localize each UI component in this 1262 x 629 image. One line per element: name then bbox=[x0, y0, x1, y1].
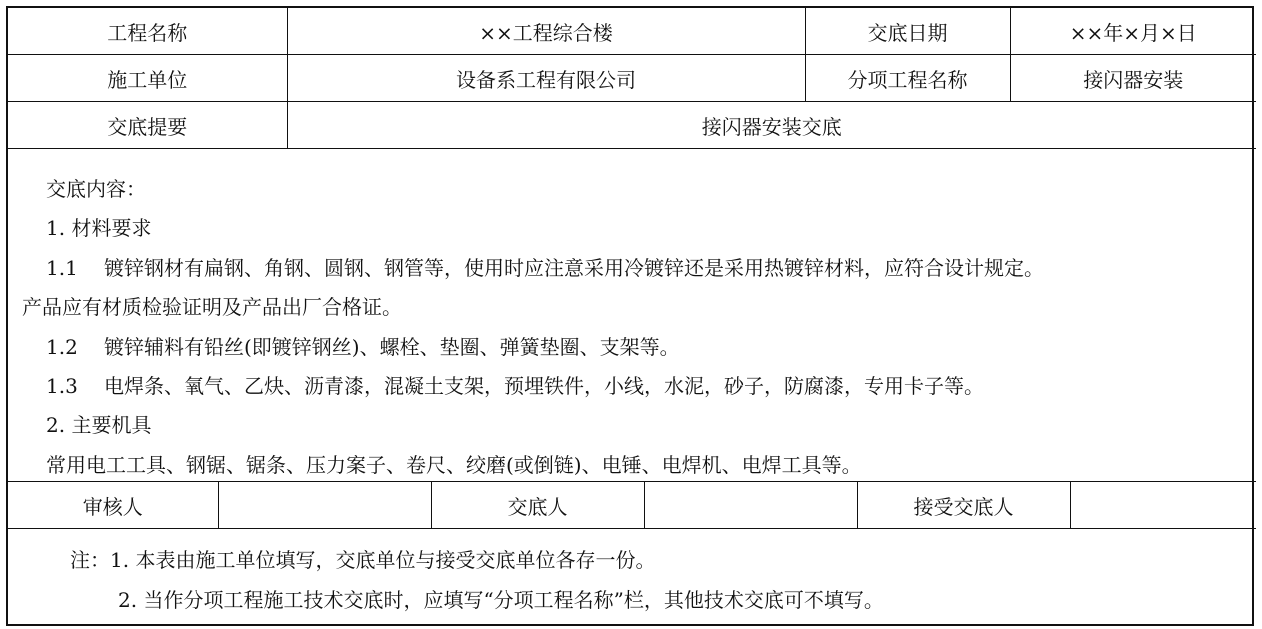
header-row-summary bbox=[8, 102, 1256, 149]
subitem-name-value: 接闪器安装 bbox=[1010, 55, 1256, 102]
line-text: 镀锌辅料有铅丝(即镀锌钢丝)、螺栓、垫圈、弹簧垫圈、支架等。 bbox=[104, 334, 680, 359]
content-line bbox=[22, 209, 1238, 248]
content-line bbox=[22, 446, 1238, 485]
date-value: ××年×月×日 bbox=[1010, 8, 1256, 55]
reviewer-value bbox=[218, 482, 431, 529]
discloser-value bbox=[644, 482, 857, 529]
note-line-2: 2. 当作分项工程施工技术交底时，应填写“分项工程名称”栏，其他技术交底可不填写。 bbox=[118, 588, 884, 612]
note-line-1: 注：1. 本表由施工单位填写，交底单位与接受交底单位各存一份。 bbox=[70, 548, 656, 572]
content-line bbox=[22, 367, 1238, 406]
receiver-value bbox=[1070, 482, 1256, 529]
disclosure-form bbox=[6, 6, 1254, 626]
signature-table bbox=[8, 481, 1256, 529]
line-number: 1.3 bbox=[46, 374, 78, 399]
content-line bbox=[22, 406, 1238, 445]
reviewer-label: 审核人 bbox=[8, 482, 218, 529]
project-name-value: ××工程综合楼 bbox=[287, 8, 805, 55]
project-name-label: 工程名称 bbox=[8, 8, 287, 55]
content-line bbox=[22, 249, 1238, 288]
construction-unit-value: 设备系工程有限公司 bbox=[287, 55, 805, 102]
discloser-label: 交底人 bbox=[431, 482, 644, 529]
summary-label: 交底提要 bbox=[8, 102, 287, 149]
line-number: 1.2 bbox=[46, 334, 78, 359]
content-heading: 交底内容： bbox=[46, 177, 146, 201]
header-table bbox=[8, 8, 1256, 149]
line-text: 常用电工工具、钢锯、锯条、压力案子、卷尺、绞磨(或倒链)、电锤、电焊机、电焊工具等。 bbox=[46, 452, 862, 477]
content-line bbox=[22, 288, 1238, 327]
date-label: 交底日期 bbox=[805, 8, 1010, 55]
line-text: 主要机具 bbox=[71, 413, 152, 438]
line-text: 镀锌钢材有扁钢、角钢、圆钢、钢管等，使用时应注意采用冷镀锌还是采用热镀锌材料，应符合设计规定。 bbox=[104, 255, 1044, 280]
line-text: 材料要求 bbox=[71, 216, 152, 241]
content-line bbox=[22, 328, 1238, 367]
summary-value: 接闪器安装交底 bbox=[287, 102, 1256, 149]
header-row-project bbox=[8, 8, 1256, 55]
disclosure-content bbox=[8, 149, 1252, 481]
construction-unit-label: 施工单位 bbox=[8, 55, 287, 102]
line-text: 产品应有材质检验证明及产品出厂合格证。 bbox=[22, 295, 402, 320]
form-notes bbox=[8, 529, 1252, 620]
line-number: 2. bbox=[46, 413, 66, 438]
line-number: 1.1 bbox=[46, 255, 78, 280]
subitem-name-label: 分项工程名称 bbox=[805, 55, 1010, 102]
signature-row bbox=[8, 482, 1256, 529]
receiver-label: 接受交底人 bbox=[857, 482, 1070, 529]
line-text: 电焊条、氧气、乙炔、沥青漆，混凝土支架，预埋铁件，小线，水泥，砂子，防腐漆，专用卡子等。 bbox=[104, 374, 984, 399]
header-row-unit bbox=[8, 55, 1256, 102]
line-number: 1. bbox=[46, 216, 66, 241]
